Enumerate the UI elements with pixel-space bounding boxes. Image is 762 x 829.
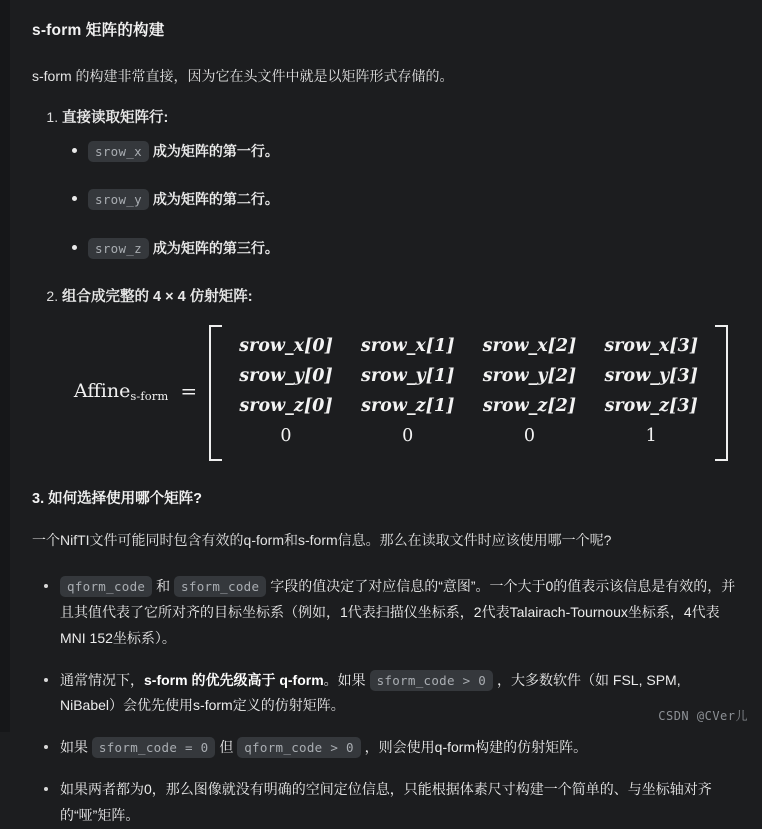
list-item <box>88 140 740 162</box>
note-1-tail: ，大多数软件（如 FSL, SPM, NiBabel）会优先使用s-form定义的仿射矩阵。 <box>60 671 681 714</box>
affine-matrix <box>209 325 728 457</box>
matrix-cell: 0 <box>402 426 414 447</box>
step-label-1: 直接读取矩阵行: <box>62 109 169 126</box>
matrix-cell: srow_z[3] <box>604 396 698 417</box>
matrix-left-bracket <box>209 325 222 461</box>
matrix-table <box>225 331 712 451</box>
code-qform-code-gt-zero: qform_code > 0 <box>237 737 361 758</box>
code-srow-y: srow_y <box>88 189 149 210</box>
note-2-mid: 但 <box>215 739 238 756</box>
matrix-cell: srow_x[3] <box>604 336 699 357</box>
formula-lhs <box>74 376 168 406</box>
table-row <box>225 391 712 421</box>
code-sform-code: sform_code <box>174 576 266 597</box>
steps-list <box>32 106 740 458</box>
srow-list <box>62 140 740 259</box>
note-2-lead: 如果 <box>60 739 92 756</box>
note-2-tail: ，则会使用q-form构建的仿射矩阵。 <box>360 739 588 756</box>
code-qform-code: qform_code <box>60 576 152 597</box>
intro-paragraph: s-form 的构建非常直接，因为它在头文件中就是以矩阵形式存储的。 <box>32 68 454 84</box>
note-0-tail: 字段的值决定了对应信息的“意图”。一个大于0的值表示该信息是有效的，并且其值代表了它所对齐的目标坐标系（例如，1代表扫描仪坐标系，2代表Talairach-Tournoux坐标系，4代表MNI 152坐标系）。 <box>60 577 736 646</box>
matrix-cell: srow_z[0] <box>239 396 333 417</box>
matrix-cell: srow_y[1] <box>360 366 455 387</box>
list-item <box>88 237 740 259</box>
matrix-cell: srow_y[3] <box>604 366 698 387</box>
matrix-cell: 1 <box>645 426 657 447</box>
code-srow-z: srow_z <box>88 238 149 259</box>
matrix-cell: srow_z[2] <box>482 396 577 417</box>
table-row <box>225 331 712 361</box>
affine-formula <box>74 325 728 457</box>
note-0-mid: 和 <box>152 577 175 594</box>
matrix-cell: srow_x[1] <box>360 336 455 357</box>
table-row <box>225 421 712 451</box>
affine-formula-block <box>62 325 740 457</box>
matrix-right-bracket <box>715 325 728 461</box>
code-srow-x: srow_x <box>88 141 149 162</box>
formula-equals-sign: = <box>180 379 198 404</box>
note-1-bold: s-form 的优先级高于 q-form <box>144 671 324 688</box>
table-row <box>225 361 712 391</box>
step-label-2: 组合成完整的 4 × 4 仿射矩阵: <box>62 289 253 306</box>
list-item <box>60 735 740 761</box>
list-item <box>60 668 740 720</box>
watermark: CSDN @CVer儿 <box>658 709 748 723</box>
matrix-cell: srow_x[2] <box>482 336 577 357</box>
list-item <box>60 574 740 652</box>
notes-list <box>32 574 740 829</box>
code-sform-code-eq-zero: sform_code = 0 <box>92 737 216 758</box>
code-sform-code-gt-zero: sform_code > 0 <box>370 670 494 691</box>
step-item-1 <box>62 106 740 259</box>
matrix-cell: 0 <box>523 426 536 447</box>
formula-lhs-base: Affine <box>73 380 131 403</box>
page-title: s-form 矩阵的构建 <box>32 22 165 39</box>
matrix-cell: srow_x[0] <box>239 336 333 357</box>
section-3-intro: 一个NifTI文件可能同时包含有效的q-form和s-form信息。那么在读取文件时应该使用哪一个呢? <box>32 532 612 549</box>
matrix-cell: srow_z[1] <box>361 396 455 417</box>
list-item <box>60 777 740 829</box>
srow-y-description: 成为矩阵的第二行。 <box>152 191 279 208</box>
matrix-cell: srow_y[0] <box>239 366 333 387</box>
matrix-cell: 0 <box>280 426 292 447</box>
srow-x-description: 成为矩阵的第一行。 <box>152 142 279 159</box>
srow-z-description: 成为矩阵的第三行。 <box>152 239 279 256</box>
note-3-text: 如果两者都为0，那么图像就没有明确的空间定位信息，只能根据体素尺寸构建一个简单的、与坐标轴对齐的“哑”矩阵。 <box>60 781 712 824</box>
list-item <box>88 188 740 210</box>
section-3-title: 3. 如何选择使用哪个矩阵? <box>32 491 202 508</box>
formula-lhs-subscript: s-form <box>130 389 169 404</box>
matrix-cell: srow_y[2] <box>482 366 577 387</box>
note-1-lead: 通常情况下， <box>60 671 144 688</box>
step-item-2 <box>62 285 740 457</box>
note-1-mid: 。如果 <box>323 671 370 688</box>
